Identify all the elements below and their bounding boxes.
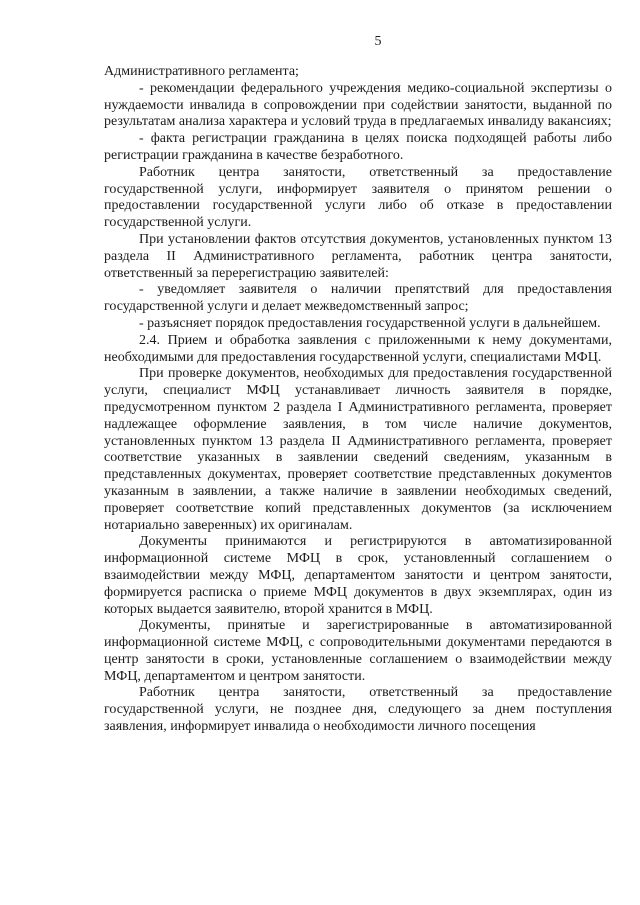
paragraph-3: - факта регистрации гражданина в целях поиска подходящей работы либо регистрации гражданина в качестве безработного.	[104, 131, 612, 163]
paragraph-6: - уведомляет заявителя о наличии препятствий для предоставления государственной услуги и делает межведомственный запрос;	[104, 282, 612, 315]
paragraph-4: Работник центра занятости, ответственный за предоставление государственной услуги, информирует заявителя о принятом решении о предоставлении государственной услуги либо об отказе в предоставлении государственной услуги.	[104, 164, 612, 231]
paragraph-12: Работник центра занятости, ответственный за предоставление государственной услуги, не позднее дня, следующего за днем поступления заявления, информирует инвалида о необходимости личного посещения	[104, 685, 612, 735]
paragraph-1: Административного регламента;	[104, 64, 299, 79]
page-number: 5	[374, 34, 382, 49]
paragraph-11: Документы, принятые и зарегистрированные в автоматизированной информационной системе МФЦ, с сопроводительными документами передаются в центр занятости в сроки, установленные соглашением о взаимодействии между МФЦ, департаментом и центром занятости.	[104, 618, 612, 684]
paragraph-5: При установлении фактов отсутствия документов, установленных пунктом 13 раздела II Административного регламента, работник центра занятости, ответственный за перерегистрацию заявителей:	[104, 231, 612, 281]
paragraph-10: Документы принимаются и регистрируются в автоматизированной информационной системе МФЦ в срок, установленный соглашением о взаимодействии между МФЦ, департаментом занятости и центром занятости, формируется расписка о приеме МФЦ документов в двух экземплярах, один из которых выдается заявителю, второй хранится в МФЦ.	[104, 534, 612, 617]
paragraph-9: При проверке документов, необходимых для предоставления государственной услуги, специалист МФЦ устанавливает личность заявителя в порядке, предусмотренном пунктом 2 раздела I Административного регламента, проверяет надлежащее оформление заявления, в том числе наличие документов, установленных пунктом 13 раздела II Административного регламента, проверяет соответствие указанных в заявлении сведений сведениям, указанным в представленных документах, проверяет соответствие представленных документов указанным в заявлении, а также наличие в заявлении необходимых сведений, проверяет соответствие копий представленных документов (за исключением нотариально заверенных) их оригиналам.	[104, 366, 612, 533]
paragraph-2: - рекомендации федерального учреждения медико-социальной экспертизы о нуждаемости инвалида в сопровождении при содействии занятости, выданной по результатам анализа характера и условий труда в предлагаемых инвалиду вакансиях;	[104, 80, 612, 130]
section-heading-2-4: 2.4. Прием и обработка заявления с приложенными к нему документами, необходимыми для предоставления государственной услуги, специалистами МФЦ.	[104, 332, 612, 365]
paragraph-7: - разъясняет порядок предоставления государственной услуги в дальнейшем.	[139, 315, 601, 331]
